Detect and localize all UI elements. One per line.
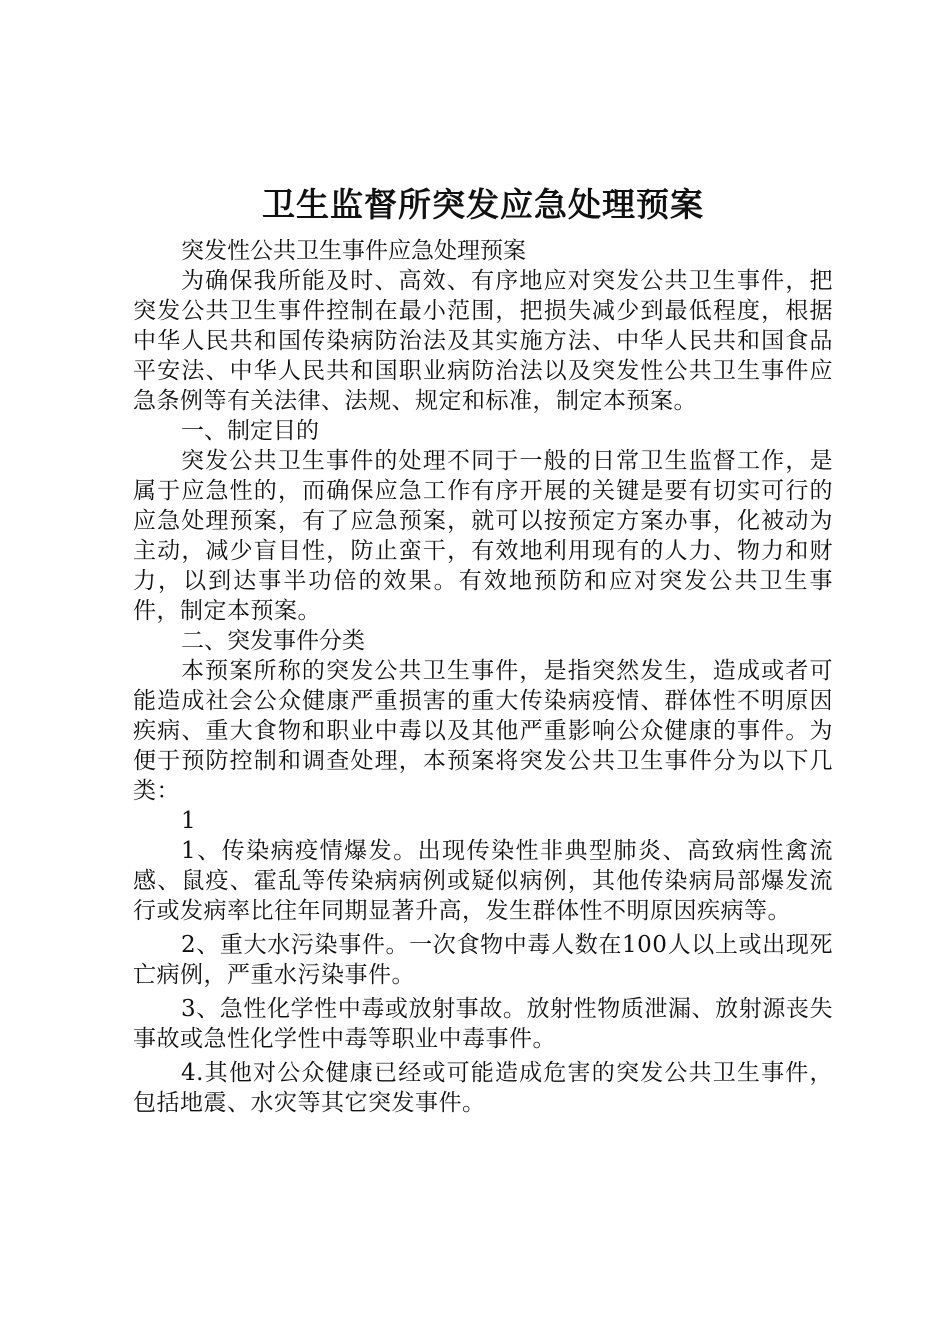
section-1-heading: 一、制定目的 [181,418,319,444]
section-2-body: 本预案所称的突发公共卫生事件，是指突然发生，造成或者可能造成社会公众健康严重损害的重大传染病疫情、群体性不明原因疾病、重大食物和职业中毒以及其他严重影响公众健康的事件。为便于预防控制和调查处理，本预案将突发公共卫生事件分为以下几类： [133,658,833,804]
page-marker: 1 [181,808,196,834]
list-item-4: 4.其他对公众健康已经或可能造成危害的突发公共卫生事件，包括地震、水灾等其它突发事件。 [133,1060,833,1116]
document-page [133,0,833,1118]
document-subtitle: 突发性公共卫生事件应急处理预案 [181,238,526,264]
intro-paragraph: 为确保我所能及时、高效、有序地应对突发公共卫生事件，把突发公共卫生事件控制在最小范围，把损失减少到最低程度，根据中华人民共和国传染病防治法及其实施方法、中华人民共和国食品平安法、中华人民共和国职业病防治法以及突发性公共卫生事件应急条例等有关法律、法规、规定和标准，制定本预案。 [133,268,833,414]
document-title: 卫生监督所突发应急处理预案 [262,185,704,224]
list-item-3: 3、急性化学性中毒或放射事故。放射性物质泄漏、放射源丧失事故或急性化学性中毒等职业中毒事件。 [133,996,833,1052]
section-1-body: 突发公共卫生事件的处理不同于一般的日常卫生监督工作，是属于应急性的，而确保应急工作有序开展的关键是要有切实可行的应急处理预案，有了应急预案，就可以按预定方案办事，化被动为主动，减少盲目性，防止蛮干，有效地利用现有的人力、物力和财力，以到达事半功倍的效果。有效地预防和应对突发公共卫生事件，制定本预案。 [133,448,833,624]
list-item-1: 1、传染病疫情爆发。出现传染性非典型肺炎、高致病性禽流感、鼠疫、霍乱等传染病病例或疑似病例，其他传染病局部爆发流行或发病率比往年同期显著升高，发生群体性不明原因疾病等。 [133,838,833,924]
list-item-2: 2、重大水污染事件。一次食物中毒人数在100人以上或出现死亡病例，严重水污染事件。 [133,932,833,988]
section-2-heading: 二、突发事件分类 [181,628,365,654]
